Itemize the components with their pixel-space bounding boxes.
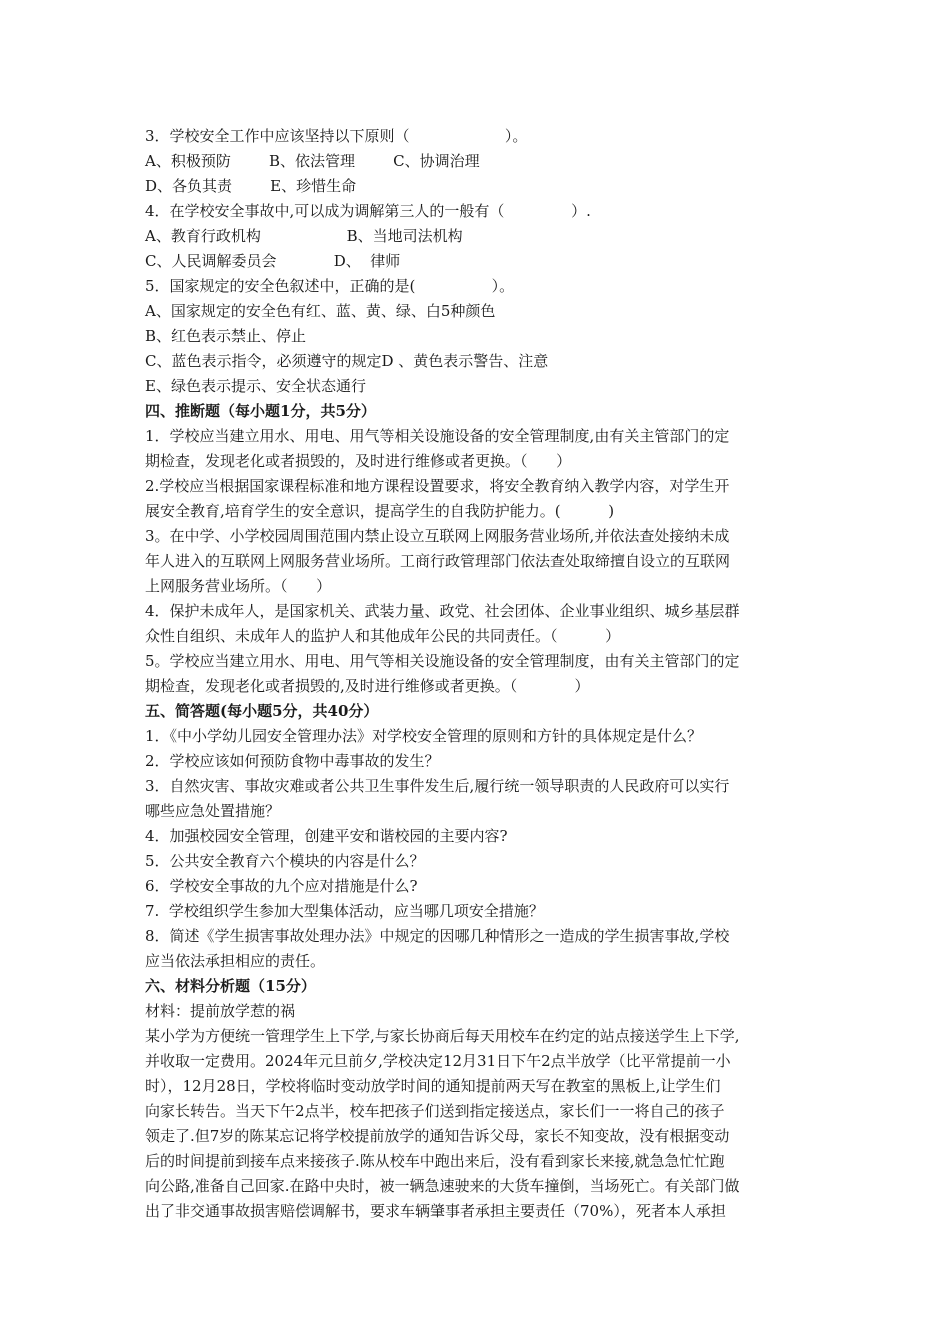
material-title: 材料：提前放学惹的祸 [145,1002,296,1020]
judgment-5: 5。学校应当建立用水、用电、用气等相关设施设备的安全管理制度，由有关主管部门的定 [145,652,740,670]
material-paragraph-line: 向家长转告。当天下午2点半，校车把孩子们送到指定接送点，家长们一一将自己的孩子 [145,1102,725,1120]
material-paragraph-line: 向公路,准备自己回家.在路中央时，被一辆急速驶来的大货车撞倒，当场死亡。有关部门做 [145,1177,740,1195]
judgment-4-cont: 众性自组织、未成年人的监护人和其他成年公民的共同责任。（ ） [145,627,621,645]
judgment-2-cont: 展安全教育,培育学生的安全意识，提高学生的自我防护能力。( ) [145,502,615,520]
judgment-2: 2.学校应当根据国家课程标准和地方课程设置要求，将安全教育纳入教学内容，对学生开 [145,477,730,495]
document-body [145,124,815,1249]
short-answer-3: 3．自然灾害、事故灾难或者公共卫生事件发生后,履行统一领导职责的人民政府可以实行 [145,777,730,795]
judgment-1-cont: 期检查，发现老化或者损毁的，及时进行维修或者更换。（ ） [145,452,572,470]
material-paragraph-line: 出了非交通事故损害赔偿调解书，要求车辆肇事者承担主要责任（70%），死者本人承担 [145,1202,726,1220]
judgment-3: 3。在中学、小学校园周围范围内禁止设立互联网上网服务营业场所,并依法查处接纳未成 [145,527,730,545]
question-3-options-a-c: A、积极预防 B、依法管理 C、协调治理 [145,152,480,170]
short-answer-6: 6．学校安全事故的九个应对措施是什么? [145,877,418,895]
material-paragraph-line: 时），12月28日，学校将临时变动放学时间的通知提前两天写在教室的黑板上,让学生们 [145,1077,721,1095]
short-answer-5: 5．公共安全教育六个模块的内容是什么？ [145,852,425,870]
question-4-options-c-d: C、人民调解委员会 D、 律师 [145,252,401,270]
question-5: 5．国家规定的安全色叙述中，正确的是( ）。 [145,277,515,295]
short-answer-1: 1．《中小学幼儿园安全管理办法》对学校安全管理的原则和方针的具体规定是什么？ [145,727,703,745]
judgment-3-cont: 年人进入的互联网上网服务营业场所。工商行政管理部门依法查处取缔擅自设立的互联网 [145,552,731,570]
material-paragraph-line: 后的时间提前到接车点来接孩子.陈从校车中跑出来后，没有看到家长来接,就急急忙忙跑 [145,1152,725,1170]
judgment-3-cont-2: 上网服务营业场所。（ ） [145,577,332,595]
short-answer-8-cont: 应当依法承担相应的责任。 [145,952,326,970]
question-5-option-c-d: C、蓝色表示指令，必须遵守的规定D 、黄色表示警告、注意 [145,352,549,370]
question-4: 4．在学校安全事故中,可以成为调解第三人的一般有（ ）. [145,202,591,220]
question-5-option-b: B、红色表示禁止、停止 [145,327,307,345]
short-answer-4: 4．加强校园安全管理，创建平安和谐校园的主要内容? [145,827,508,845]
section-4-heading: 四、推断题（每小题1分，共5分） [145,402,376,420]
material-paragraph-line: 并收取一定费用。2024年元旦前夕,学校决定12月31日下午2点半放学（比平常提前一小 [145,1052,731,1070]
short-answer-7: 7. 学校组织学生参加大型集体活动，应当哪几项安全措施？ [145,902,544,920]
question-4-options-a-b: A、教育行政机构 B、当地司法机构 [145,227,463,245]
material-paragraph-line [145,1224,815,1249]
judgment-5-cont: 期检查，发现老化或者损毁的,及时进行维修或者更换。（ ） [145,677,590,695]
question-5-option-a: A、国家规定的安全色有红、蓝、黄、绿、白5种颜色 [145,302,496,320]
material-paragraph-line: 领走了.但7岁的陈某忘记将学校提前放学的通知告诉父母，家长不知变故，没有根据变动 [145,1127,730,1145]
judgment-4: 4．保护未成年人，是国家机关、武装力量、政党、社会团体、企业事业组织、城乡基层群 [145,602,740,620]
short-answer-3-cont: 哪些应急处置措施？ [145,802,281,820]
section-6-heading: 六、材料分析题（15分） [145,977,316,995]
short-answer-2: 2．学校应该如何预防食物中毒事故的发生？ [145,752,440,770]
section-5-heading: 五、简答题(每小题5分，共40分） [145,702,379,720]
question-3-options-d-e: D、各负其责 E、珍惜生命 [145,177,357,195]
material-paragraph-line: 某小学为方便统一管理学生上下学,与家长协商后每天用校车在约定的站点接送学生上下学, [145,1027,740,1045]
short-answer-8: 8．简述《学生损害事故处理办法》中规定的因哪几种情形之一造成的学生损害事故,学校 [145,927,730,945]
judgment-1: 1．学校应当建立用水、用电、用气等相关设施设备的安全管理制度,由有关主管部门的定 [145,427,730,445]
question-5-option-e: E、绿色表示提示、安全状态通行 [145,377,366,395]
question-3: 3．学校安全工作中应该坚持以下原则（ ）。 [145,127,528,145]
